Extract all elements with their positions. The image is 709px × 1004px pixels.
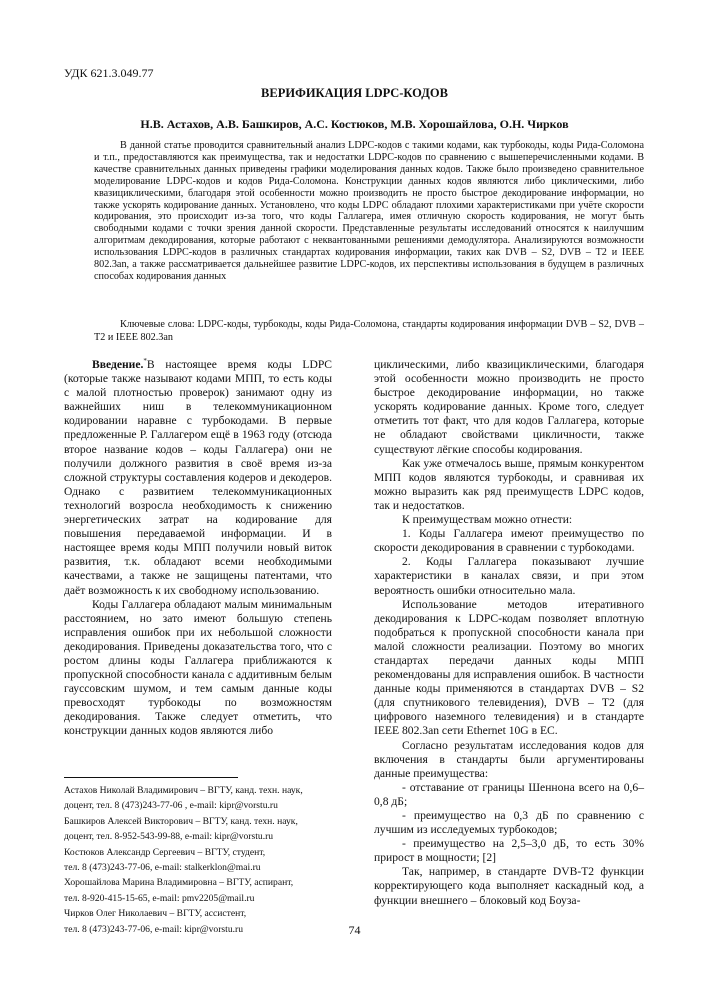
- intro-label: Введение.: [92, 358, 144, 371]
- footnote-divider: [64, 777, 238, 778]
- intro-paragraph: [64, 358, 332, 598]
- list-item: - отставание от границы Шеннона всего на 0,6–0,8 дБ;: [374, 780, 644, 808]
- left-column: [64, 358, 332, 739]
- abstract: В данной статье проводится сравнительный анализ LDPC-кодов с такими кодами, как турбокоды, коды Рида-Соломона и т.п., предоставляются как преимущества, так и недостатки LDPC-кодов по сравнению с вышеперечисленными кодами. В качестве сравнительных данных приведены графики моделирования данных кодов. Также было произведено сравнительное моделирование LDPC-кодов и кодов Рида-Соломона. Конструкции данных кодов являются либо циклическими, либо квазициклическими, благодаря этой особенности можно производить не просто быстрое декодирование информации, но также ускорять кодирование данных. Установлено, что коды LDPC обладают плохими характеристиками при учёте скорости кодирования, это происходит из-за того, что коды Галлагера, имея отличную скорость кодирования, не могут быть свободными кодами с точки зрения данной скорости. Представленные результаты исследований относятся к наилучшим алгоритмам декодирования, которые работают с неквантованными решениями демодулятора. Анализируются возможности использования LDPC-кодов в различных стандартах кодирования информации, таких как DVB – S2, DVB – T2 и IEEE 802.3an, а также рассматривается дальнейшее развитие LDPC-кодов, их перспективы использования в будущем в различных способах кодирования данных: [94, 140, 644, 282]
- footnote-line: Хорошайлова Марина Владимировна – ВГТУ, аспирант,: [64, 877, 294, 889]
- intro-text: В настоящее время коды LDPC (которые также называют кодами МПП, то есть коды с малой плотностью проверок) занимают одну из важнейших ниш в телекоммуникационном кодировании наравне с турбокодами. В первые предложенные Р. Галлагером ещё в 1963 году (отсюда второе название кодов – коды Галлагера) они не получили должного развития в своё время из-за сложной структуры составления кодеров и декодеров. Однако с развитием телекоммуникационных технологий возросла необходимость к снижению энергетических затрат на кодирование для повышения передаваемой информации. И в настоящее время коды МПП получили новый виток развития, т.к. обладают всеми необходимыми качествами, а также не защищены патентами, что даёт возможность к их свободному использованию.: [64, 358, 332, 597]
- footnote-line: тел. 8-920-415-15-65, e-mail: pmv2205@mail.ru: [64, 892, 255, 904]
- paragraph: Согласно результатам исследования кодов для включения в стандарты были аргументированы данные преимущества:: [374, 738, 644, 780]
- footnote-line: тел. 8 (473)243-77-06, e-mail: kipr@vorstu.ru: [64, 923, 244, 935]
- list-item: - преимущество на 0,3 дБ по сравнению с лучшим из исследуемых турбокодов;: [374, 809, 644, 837]
- paragraph: Использование методов итеративного декодирования к LDPC-кодам позволяет вплотную подобраться к пропускной способности канала при малой сложности реализации. Поэтому во многих стандартах передачи данных коды МПП рекомендованы для исправления ошибок. В частности данные коды применяются в стандартах DVB – S2 (для спутникового телевидения), DVB – T2 (для цифрового наземного телевидения) и в стандарте IEEE 802.3an сети Ethernet 10G в ЕС.: [374, 597, 644, 738]
- paragraph: Как уже отмечалось выше, прямым конкурентом МПП кодов являются турбокоды, и сравнивая их можно выразить как ряд преимуществ LDPC кодов, так и недостатков.: [374, 456, 644, 512]
- list-item: 1. Коды Галлагера имеют преимущество по скорости декодирования в сравнении с турбокодами.: [374, 527, 644, 555]
- footnotes: [64, 783, 354, 937]
- paragraph: циклическими, либо квазициклическими, благодаря этой особенности можно производить не просто быстрое декодирование информации, но также ускорять кодирование данных. Кроме того, следует отметить тот факт, что для кодов Галлагера, которые не обладают свойствами цикличности, также существуют лёгкие способы кодирования.: [374, 358, 644, 456]
- footnote-line: доцент, тел. 8-952-543-99-88, e-mail: kipr@vorstu.ru: [64, 831, 274, 843]
- right-column: [374, 358, 644, 908]
- footnote-mark: *: [143, 357, 147, 366]
- paragraph: К преимуществам можно отнести:: [402, 513, 573, 527]
- article-title: ВЕРИФИКАЦИЯ LDPC-КОДОВ: [261, 86, 448, 100]
- list-item: - преимущество на 2,5–3,0 дБ, то есть 30% прирост в мощности; [2]: [374, 837, 644, 865]
- keywords: Ключевые слова: LDPC-коды, турбокоды, коды Рида-Соломона, стандарты кодирования информации DVB – S2, DVB – T2 и IEEE 802.3an: [94, 319, 644, 343]
- footnote-line: Башкиров Алексей Викторович – ВГТУ, канд. техн. наук,: [64, 815, 298, 827]
- footnote-line: Астахов Николай Владимирович – ВГТУ, канд. техн. наук,: [64, 785, 303, 796]
- footnote-line: Костюков Александр Сергеевич – ВГТУ, студент,: [64, 846, 266, 858]
- footnote-line: доцент, тел. 8 (473)243-77-06 , e-mail: kipr@vorstu.ru: [64, 800, 278, 812]
- udk-code: УДК 621.3.049.77: [64, 66, 154, 80]
- paragraph: Так, например, в стандарте DVB-T2 функции корректирующего кода выполняет каскадный код, а функции внешнего – блоковый код Боуза-: [374, 865, 644, 907]
- list-item: 2. Коды Галлагера показывают лучшие характеристики в каналах связи, и при этом вероятность ошибки относительно мала.: [374, 555, 644, 597]
- paragraph: Коды Галлагера обладают малым минимальным расстоянием, но зато имеют большую степень исправления ошибок при их небольшой сложности декодирования. Приведены доказательства того, что с ростом длины коды Галлагера приближаются к пропускной способности канала с аддитивным белым гауссовским шумом, и тем самым данные коды превосходят турбокоды по возможностям декодирования. Также следует отметить, что конструкции данных кодов являются либо: [64, 597, 332, 738]
- footnote-line: Чирков Олег Николаевич – ВГТУ, ассистент,: [64, 908, 247, 920]
- page-number: 74: [348, 923, 361, 937]
- author-list: Н.В. Астахов, А.В. Башкиров, А.С. Костюков, М.В. Хорошайлова, О.Н. Чирков: [140, 117, 569, 131]
- footnote-line: тел. 8 (473)243-77-06, e-mail: stalkerklon@mai.ru: [64, 862, 261, 874]
